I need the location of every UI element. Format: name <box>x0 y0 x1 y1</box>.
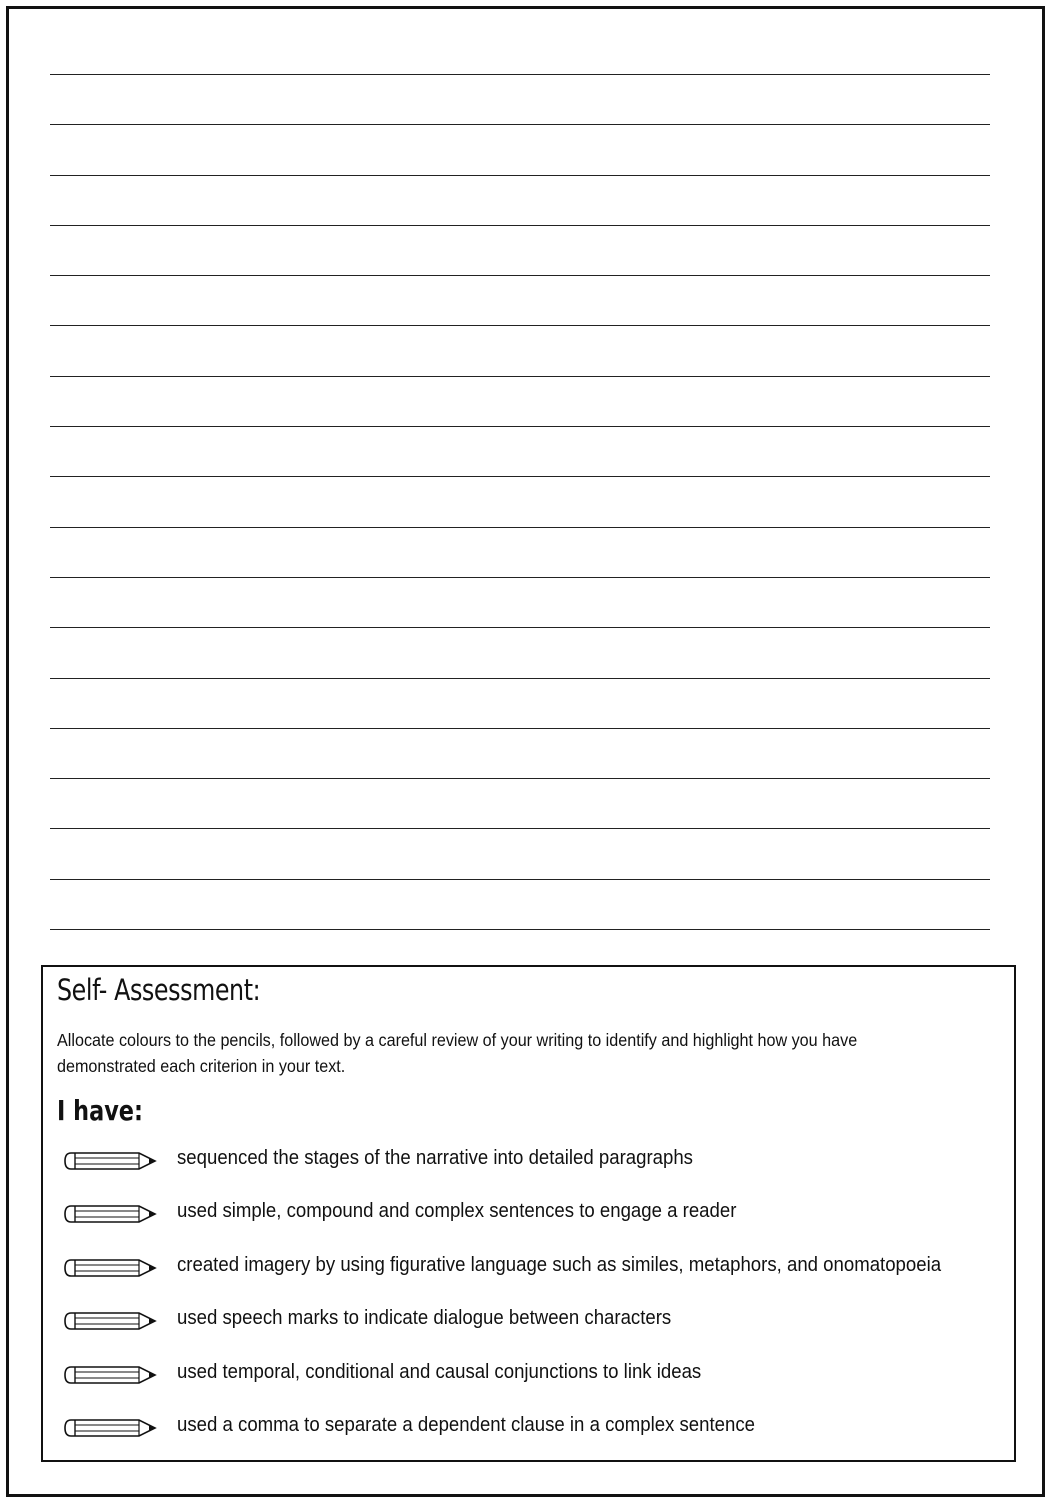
writing-line[interactable] <box>50 476 990 477</box>
self-assessment-title: Self- Assessment: <box>57 973 261 1007</box>
criterion-text: sequenced the stages of the narrative into detailed paragraphs <box>177 1147 693 1169</box>
criterion-text: used speech marks to indicate dialogue between characters <box>177 1307 672 1330</box>
criterion-text: used a comma to separate a dependent clause in a complex sentence <box>177 1413 756 1436</box>
criterion-text: used simple, compound and complex sentences to engage a reader <box>177 1200 737 1223</box>
criterion-item <box>63 1198 999 1251</box>
writing-line[interactable] <box>50 728 990 729</box>
writing-line[interactable] <box>50 778 990 779</box>
writing-line[interactable] <box>50 627 990 628</box>
criterion-item <box>63 1359 999 1412</box>
pencil-icon[interactable] <box>63 1149 157 1173</box>
pencil-icon[interactable] <box>63 1256 157 1280</box>
writing-line[interactable] <box>50 124 990 125</box>
writing-line[interactable] <box>50 577 990 578</box>
writing-line[interactable] <box>50 527 990 528</box>
criterion-item <box>63 1412 999 1465</box>
criterion-item <box>63 1145 999 1198</box>
instructions-text: Allocate colours to the pencils, followed by a careful review of your writing to identify and highlight how you have demonstrated each criterion in your text. <box>57 1030 858 1076</box>
i-have-heading: I have: <box>57 1094 143 1127</box>
criterion-text: used temporal, conditional and causal conjunctions to link ideas <box>177 1360 702 1383</box>
writing-line[interactable] <box>50 225 990 226</box>
criterion-item <box>63 1252 999 1305</box>
writing-line[interactable] <box>50 175 990 176</box>
pencil-icon[interactable] <box>63 1309 157 1333</box>
writing-line[interactable] <box>50 325 990 326</box>
writing-line[interactable] <box>50 828 990 829</box>
self-assessment-box <box>41 965 1016 1462</box>
writing-line[interactable] <box>50 929 990 930</box>
pencil-icon[interactable] <box>63 1416 157 1440</box>
writing-line[interactable] <box>50 74 990 75</box>
writing-lines[interactable] <box>50 74 990 979</box>
writing-line[interactable] <box>50 678 990 679</box>
pencil-icon[interactable] <box>63 1363 157 1387</box>
criterion-text: created imagery by using figurative language such as similes, metaphors, and onomatopoeia <box>177 1253 942 1276</box>
pencil-icon[interactable] <box>63 1202 157 1226</box>
writing-line[interactable] <box>50 275 990 276</box>
criterion-item <box>63 1305 999 1358</box>
writing-line[interactable] <box>50 879 990 880</box>
writing-line[interactable] <box>50 376 990 377</box>
writing-line[interactable] <box>50 426 990 427</box>
criteria-list <box>63 1145 999 1465</box>
